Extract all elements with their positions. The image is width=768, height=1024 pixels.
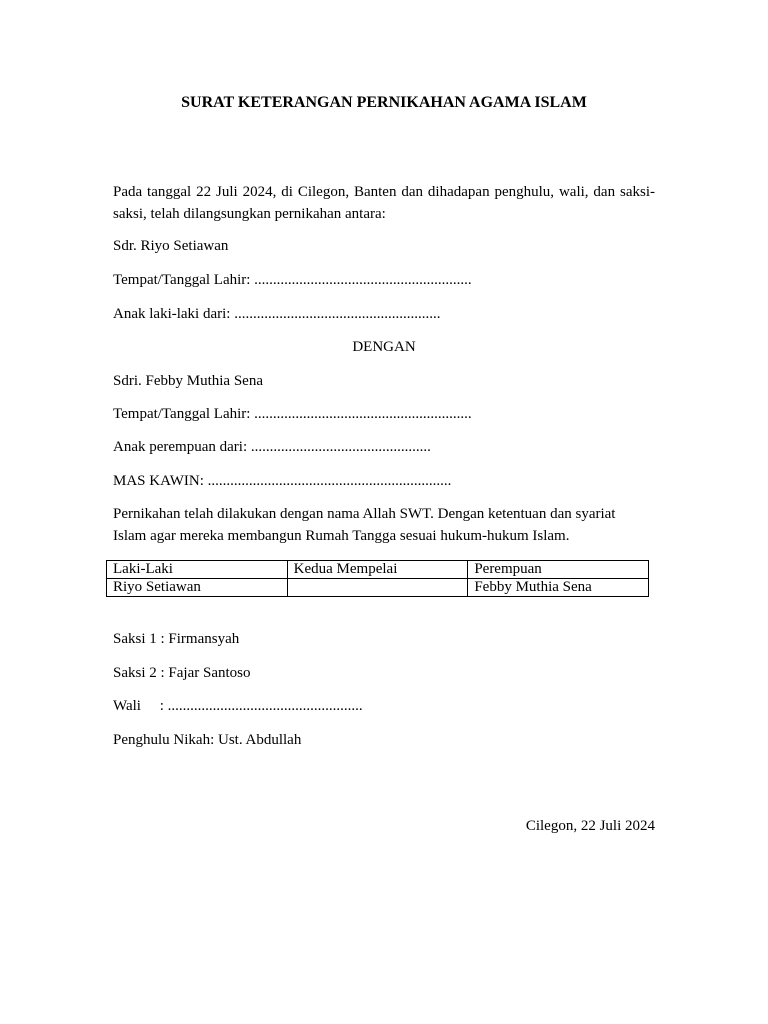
witness-1: Saksi 1 : Firmansyah bbox=[113, 631, 240, 647]
wali-line: Wali : .................................................... bbox=[113, 698, 363, 714]
table-cell: Febby Muthia Sena bbox=[468, 579, 649, 597]
bride-parent-line: Anak perempuan dari: ................................................ bbox=[113, 439, 431, 455]
table-cell bbox=[287, 579, 468, 597]
intro-paragraph: Pada tanggal 22 Juli 2024, di Cilegon, Banten dan dihadapan penghulu, wali, dan saksi-saksi, telah dilangsungkan pernikahan antara: bbox=[113, 184, 655, 222]
table-header-cell: Perempuan bbox=[468, 561, 649, 579]
document-title: SURAT KETERANGAN PERNIKAHAN AGAMA ISLAM bbox=[181, 94, 587, 111]
table-cell: Riyo Setiawan bbox=[107, 579, 288, 597]
table-header-cell: Laki-Laki bbox=[107, 561, 288, 579]
couple-table bbox=[106, 560, 649, 597]
table-header-cell: Kedua Mempelai bbox=[287, 561, 468, 579]
witness-2: Saksi 2 : Fajar Santoso bbox=[113, 665, 251, 681]
bride-name: Sdri. Febby Muthia Sena bbox=[113, 373, 263, 389]
dowry-line: MAS KAWIN: ................................................................. bbox=[113, 473, 452, 489]
table-row bbox=[107, 579, 649, 597]
groom-birth-line: Tempat/Tanggal Lahir: .......................................................... bbox=[113, 272, 472, 288]
table-header-row bbox=[107, 561, 649, 579]
separator-text: DENGAN bbox=[352, 339, 416, 355]
statement-paragraph: Pernikahan telah dilakukan dengan nama Allah SWT. Dengan ketentuan dan syariat Islam agar mereka membangun Rumah Tangga sesuai hukum-hukum Islam. bbox=[113, 506, 616, 544]
place-date: Cilegon, 22 Juli 2024 bbox=[525, 818, 655, 834]
bride-birth-line: Tempat/Tanggal Lahir: .......................................................... bbox=[113, 406, 472, 422]
groom-parent-line: Anak laki-laki dari: ....................................................... bbox=[113, 306, 441, 322]
penghulu-line: Penghulu Nikah: Ust. Abdullah bbox=[113, 732, 302, 748]
groom-name: Sdr. Riyo Setiawan bbox=[113, 238, 229, 254]
